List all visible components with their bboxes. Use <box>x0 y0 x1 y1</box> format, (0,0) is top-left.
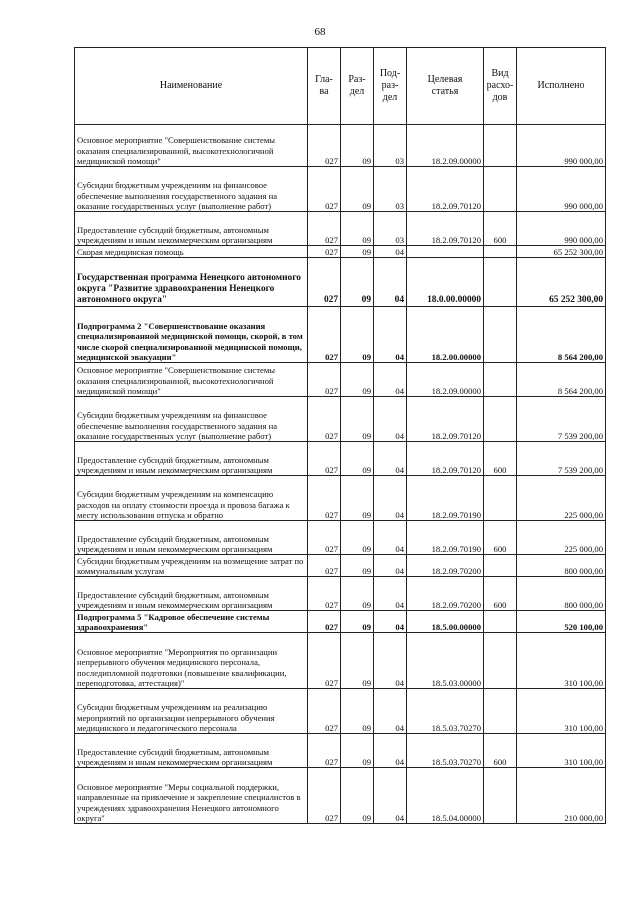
cell-vid <box>484 258 517 307</box>
cell-razdel: 09 <box>341 689 374 734</box>
table-row <box>75 476 606 521</box>
cell-tselevaya <box>407 246 484 258</box>
cell-ispolneno: 7 539 200,00 <box>517 397 606 442</box>
cell-ispolneno: 8 564 200,00 <box>517 307 606 363</box>
cell-razdel: 09 <box>341 212 374 246</box>
cell-ispolneno: 310 100,00 <box>517 689 606 734</box>
cell-razdel: 09 <box>341 397 374 442</box>
table-row <box>75 397 606 442</box>
cell-name: Подпрограмма 2 "Совершенствование оказания специализированной медицинской помощи, скорой, в том числе скорой специализированной медицинской помощи, медицинской эвакуации" <box>75 307 308 363</box>
table-row <box>75 258 606 307</box>
cell-name: Основное мероприятие "Мероприятия по организации непрерывного обучения медицинского персонала, последипломной подготовки (повышение квалификации, переподготовка, аттестация)" <box>75 633 308 689</box>
cell-razdel: 09 <box>341 476 374 521</box>
table-row <box>75 768 606 824</box>
cell-podrazdel: 04 <box>374 611 407 633</box>
cell-tselevaya: 18.2.09.70120 <box>407 397 484 442</box>
cell-podrazdel: 03 <box>374 125 407 167</box>
cell-podrazdel: 04 <box>374 307 407 363</box>
col-header-vid: Вид расхо- дов <box>484 48 517 125</box>
cell-ispolneno: 7 539 200,00 <box>517 442 606 476</box>
cell-ispolneno: 310 100,00 <box>517 734 606 768</box>
cell-name: Предоставление субсидий бюджетным, автономным учреждениям и иным некоммерческим организациям <box>75 442 308 476</box>
cell-vid <box>484 125 517 167</box>
col-header-podrazdel: Под- раз- дел <box>374 48 407 125</box>
table-row <box>75 555 606 577</box>
cell-vid <box>484 363 517 397</box>
cell-tselevaya: 18.5.04.00000 <box>407 768 484 824</box>
cell-glava: 027 <box>308 521 341 555</box>
cell-name: Субсидии бюджетным учреждениям на финансовое обеспечение выполнения государственного задания на оказание государственных услуг (выполнение работ) <box>75 397 308 442</box>
cell-podrazdel: 04 <box>374 734 407 768</box>
cell-name: Основное мероприятие "Совершенствование системы оказания специализированной, высокотехнологичной медицинской помощи" <box>75 125 308 167</box>
cell-ispolneno: 800 000,00 <box>517 577 606 611</box>
cell-vid <box>484 307 517 363</box>
table-body <box>75 125 606 824</box>
cell-name: Скорая медицинская помощь <box>75 246 308 258</box>
cell-podrazdel: 04 <box>374 363 407 397</box>
cell-tselevaya: 18.0.00.00000 <box>407 258 484 307</box>
cell-vid: 600 <box>484 521 517 555</box>
cell-podrazdel: 04 <box>374 246 407 258</box>
cell-razdel: 09 <box>341 577 374 611</box>
cell-glava: 027 <box>308 633 341 689</box>
cell-vid: 600 <box>484 734 517 768</box>
cell-razdel: 09 <box>341 611 374 633</box>
table-row <box>75 689 606 734</box>
table-row <box>75 212 606 246</box>
cell-podrazdel: 04 <box>374 521 407 555</box>
cell-vid <box>484 397 517 442</box>
cell-podrazdel: 03 <box>374 212 407 246</box>
table-row <box>75 611 606 633</box>
cell-tselevaya: 18.2.09.70200 <box>407 555 484 577</box>
cell-tselevaya: 18.2.09.70120 <box>407 442 484 476</box>
cell-razdel: 09 <box>341 246 374 258</box>
cell-razdel: 09 <box>341 521 374 555</box>
table-row <box>75 246 606 258</box>
cell-tselevaya: 18.2.09.70120 <box>407 167 484 212</box>
cell-name: Основное мероприятие "Совершенствование системы оказания специализированной, высокотехнологичной медицинской помощи" <box>75 363 308 397</box>
cell-razdel: 09 <box>341 768 374 824</box>
cell-ispolneno: 520 100,00 <box>517 611 606 633</box>
table-row <box>75 307 606 363</box>
cell-razdel: 09 <box>341 633 374 689</box>
cell-vid <box>484 167 517 212</box>
col-header-tselevaya: Целевая статья <box>407 48 484 125</box>
cell-vid <box>484 555 517 577</box>
table-row <box>75 442 606 476</box>
cell-tselevaya: 18.5.00.00000 <box>407 611 484 633</box>
table-row <box>75 734 606 768</box>
header-row <box>75 48 606 125</box>
cell-tselevaya: 18.2.09.70190 <box>407 521 484 555</box>
cell-glava: 027 <box>308 246 341 258</box>
cell-tselevaya: 18.5.03.70270 <box>407 689 484 734</box>
cell-name: Предоставление субсидий бюджетным, автономным учреждениям и иным некоммерческим организациям <box>75 734 308 768</box>
cell-glava: 027 <box>308 689 341 734</box>
cell-name: Государственная программа Ненецкого автономного округа "Развитие здравоохранения Ненецкого автономного округа" <box>75 258 308 307</box>
cell-razdel: 09 <box>341 258 374 307</box>
cell-podrazdel: 04 <box>374 258 407 307</box>
cell-razdel: 09 <box>341 442 374 476</box>
cell-ispolneno: 800 000,00 <box>517 555 606 577</box>
cell-vid <box>484 476 517 521</box>
cell-ispolneno: 310 100,00 <box>517 633 606 689</box>
page-number: 68 <box>314 26 326 38</box>
cell-glava: 027 <box>308 167 341 212</box>
cell-ispolneno: 8 564 200,00 <box>517 363 606 397</box>
cell-ispolneno: 990 000,00 <box>517 167 606 212</box>
table-row <box>75 521 606 555</box>
cell-vid <box>484 768 517 824</box>
cell-razdel: 09 <box>341 167 374 212</box>
cell-podrazdel: 04 <box>374 397 407 442</box>
cell-ispolneno: 210 000,00 <box>517 768 606 824</box>
cell-podrazdel: 03 <box>374 167 407 212</box>
cell-razdel: 09 <box>341 734 374 768</box>
cell-vid: 600 <box>484 212 517 246</box>
cell-name: Предоставление субсидий бюджетным, автономным учреждениям и иным некоммерческим организациям <box>75 521 308 555</box>
cell-ispolneno: 990 000,00 <box>517 125 606 167</box>
table-row <box>75 363 606 397</box>
cell-razdel: 09 <box>341 555 374 577</box>
cell-vid <box>484 689 517 734</box>
cell-razdel: 09 <box>341 125 374 167</box>
cell-ispolneno: 225 000,00 <box>517 476 606 521</box>
cell-name: Субсидии бюджетным учреждениям на возмещение затрат по коммунальным услугам <box>75 555 308 577</box>
cell-tselevaya: 18.2.00.00000 <box>407 307 484 363</box>
cell-podrazdel: 04 <box>374 442 407 476</box>
cell-ispolneno: 990 000,00 <box>517 212 606 246</box>
cell-glava: 027 <box>308 476 341 521</box>
cell-podrazdel: 04 <box>374 768 407 824</box>
cell-tselevaya: 18.2.09.00000 <box>407 363 484 397</box>
table-row <box>75 167 606 212</box>
cell-name: Основное мероприятие "Меры социальной поддержки, направленные на привлечение и закрепление специалистов в учреждениях здравоохранения Ненецкого автономного округа" <box>75 768 308 824</box>
col-header-razdel: Раз- дел <box>341 48 374 125</box>
cell-glava: 027 <box>308 442 341 476</box>
cell-name: Субсидии бюджетным учреждениям на компенсацию расходов на оплату стоимости проезда и провоза багажа к месту использования отпуска и обратно <box>75 476 308 521</box>
cell-podrazdel: 04 <box>374 577 407 611</box>
cell-podrazdel: 04 <box>374 689 407 734</box>
col-header-ispolneno: Исполнено <box>517 48 606 125</box>
col-header-glava: Гла- ва <box>308 48 341 125</box>
cell-podrazdel: 04 <box>374 555 407 577</box>
cell-ispolneno: 65 252 300,00 <box>517 246 606 258</box>
cell-glava: 027 <box>308 307 341 363</box>
cell-glava: 027 <box>308 555 341 577</box>
cell-glava: 027 <box>308 125 341 167</box>
cell-ispolneno: 225 000,00 <box>517 521 606 555</box>
cell-vid <box>484 633 517 689</box>
table-row <box>75 125 606 167</box>
cell-vid: 600 <box>484 577 517 611</box>
cell-name: Предоставление субсидий бюджетным, автономным учреждениям и иным некоммерческим организациям <box>75 577 308 611</box>
cell-glava: 027 <box>308 397 341 442</box>
table-row <box>75 577 606 611</box>
cell-glava: 027 <box>308 212 341 246</box>
cell-glava: 027 <box>308 611 341 633</box>
cell-tselevaya: 18.2.09.70120 <box>407 212 484 246</box>
cell-podrazdel: 04 <box>374 633 407 689</box>
cell-tselevaya: 18.2.09.70200 <box>407 577 484 611</box>
cell-glava: 027 <box>308 768 341 824</box>
cell-glava: 027 <box>308 734 341 768</box>
cell-ispolneno: 65 252 300,00 <box>517 258 606 307</box>
cell-glava: 027 <box>308 577 341 611</box>
cell-tselevaya: 18.2.09.00000 <box>407 125 484 167</box>
cell-name: Предоставление субсидий бюджетным, автономным учреждениям и иным некоммерческим организациям <box>75 212 308 246</box>
cell-glava: 027 <box>308 258 341 307</box>
cell-tselevaya: 18.5.03.00000 <box>407 633 484 689</box>
budget-table <box>74 47 606 824</box>
cell-tselevaya: 18.5.03.70270 <box>407 734 484 768</box>
cell-vid <box>484 611 517 633</box>
cell-vid <box>484 246 517 258</box>
cell-name: Субсидии бюджетным учреждениям на финансовое обеспечение выполнения государственного задания на оказание государственных услуг (выполнение работ) <box>75 167 308 212</box>
cell-name: Субсидии бюджетным учреждениям на реализацию мероприятий по организации непрерывного обучения медицинского и педагогического персонала <box>75 689 308 734</box>
cell-vid: 600 <box>484 442 517 476</box>
cell-name: Подпрограмма 5 "Кадровое обеспечение системы здравоохранения" <box>75 611 308 633</box>
col-header-name: Наименование <box>75 48 308 125</box>
cell-podrazdel: 04 <box>374 476 407 521</box>
cell-tselevaya: 18.2.09.70190 <box>407 476 484 521</box>
table-row <box>75 633 606 689</box>
cell-glava: 027 <box>308 363 341 397</box>
cell-razdel: 09 <box>341 307 374 363</box>
cell-razdel: 09 <box>341 363 374 397</box>
